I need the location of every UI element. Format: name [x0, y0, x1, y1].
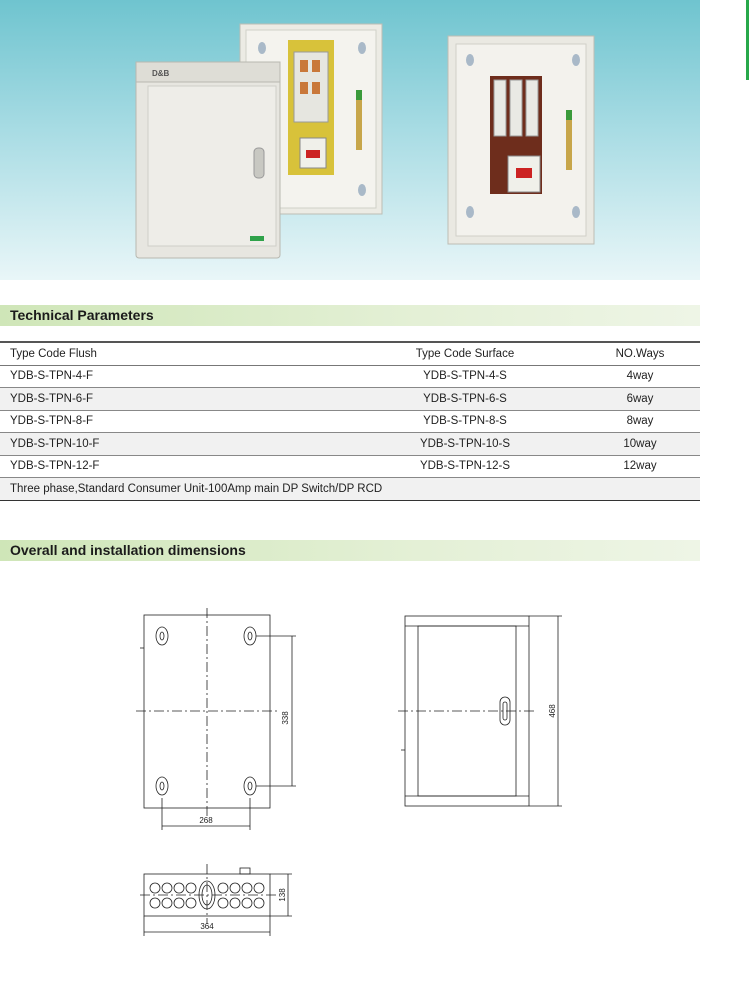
cell-ways: 10way [623, 437, 657, 450]
cell-flush: YDB-S-TPN-12-F [10, 460, 100, 473]
cell-ways: 4way [626, 370, 654, 383]
cell-flush: YDB-S-TPN-4-F [10, 370, 94, 383]
table-row [0, 410, 700, 433]
table-header-row [0, 342, 700, 365]
cell-surface: YDB-S-TPN-8-S [423, 415, 507, 428]
section-title-dimensions: Overall and installation dimensions [0, 540, 700, 561]
door-view-drawing [398, 616, 562, 806]
cell-flush: YDB-S-TPN-8-F [10, 415, 94, 428]
table-row [0, 455, 700, 478]
cell-surface: YDB-S-TPN-10-S [419, 437, 511, 450]
bottom-view-drawing [140, 864, 292, 936]
dim-label-468: 468 [548, 704, 557, 718]
closed-enclosure [136, 62, 280, 258]
dim-label-138: 138 [278, 888, 287, 902]
header-surface: Type Code Surface [350, 342, 580, 365]
parameters-table [0, 341, 700, 501]
cell-ways: 8way [626, 415, 654, 428]
cell-surface: YDB-S-TPN-4-S [423, 370, 507, 383]
cell-surface: YDB-S-TPN-6-S [423, 392, 507, 405]
dimension-drawings [0, 560, 700, 984]
table-row [0, 433, 700, 456]
table-note-row [0, 478, 700, 501]
header-ways: NO.Ways [580, 342, 700, 365]
section-title-technical: Technical Parameters [0, 305, 700, 326]
brand-label: D&B [152, 69, 170, 78]
cell-flush: YDB-S-TPN-6-F [10, 392, 94, 405]
header-flush: Type Code Flush [0, 342, 350, 365]
cell-ways: 6way [626, 392, 654, 405]
dim-label-268: 268 [199, 816, 213, 825]
dim-label-364: 364 [200, 922, 214, 931]
open-enclosure-right [448, 36, 594, 244]
product-photo [0, 0, 700, 280]
table-row [0, 365, 700, 388]
cell-flush: YDB-S-TPN-10-F [10, 437, 100, 450]
product-illustration [0, 0, 700, 280]
table-row [0, 388, 700, 411]
front-view-drawing [136, 608, 296, 830]
accent-strip [746, 0, 749, 80]
cell-ways: 12way [623, 460, 657, 473]
dim-label-338: 338 [281, 711, 290, 725]
cell-surface: YDB-S-TPN-12-S [419, 460, 511, 473]
table-note: Three phase,Standard Consumer Unit-100Amp main DP Switch/DP RCD [10, 482, 383, 495]
